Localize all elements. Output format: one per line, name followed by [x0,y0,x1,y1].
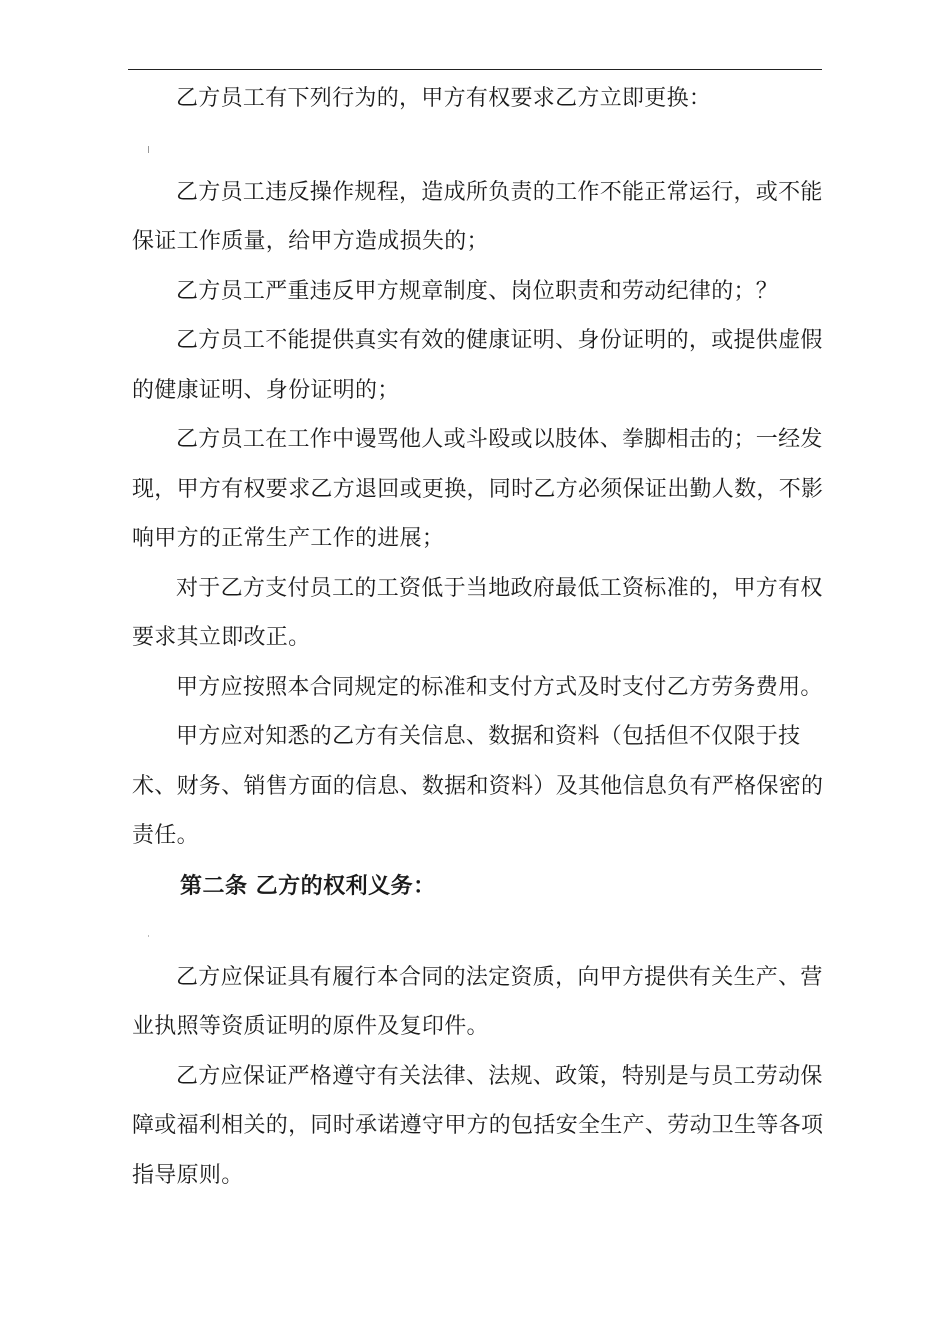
list-marker [132,124,828,168]
list-marker [132,913,828,953]
paragraph: 乙方员工不能提供真实有效的健康证明、身份证明的，或提供虚假的健康证明、身份证明的； [132,328,823,403]
paragraph: 乙方应保证具有履行本合同的法定资质，向甲方提供有关生产、营业执照等资质证明的原件及复印件。 [132,964,823,1039]
paragraph: 甲方应按照本合同规定的标准和支付方式及时支付乙方劳务费用。 [176,674,823,700]
paragraph: 乙方员工违反操作规程，造成所负责的工作不能正常运行，或不能保证工作质量，给甲方造成损失的； [132,179,823,254]
paragraph: 乙方应保证严格遵守有关法律、法规、政策，特别是与员工劳动保障或福利相关的，同时承诺遵守甲方的包括安全生产、劳动卫生等各项指导原则。 [132,1063,824,1188]
section-heading: 第二条 乙方的权利义务： [180,873,436,899]
document-body [132,74,828,1200]
header-rule [128,69,822,70]
paragraph: 甲方应对知悉的乙方有关信息、数据和资料（包括但不仅限于技术、财务、销售方面的信息、数据和资料）及其他信息负有严格保密的责任。 [132,724,824,848]
paragraph: 乙方员工严重违反甲方规章制度、岗位职责和劳动纪律的；？ [176,278,779,304]
paragraph: 乙方员工在工作中谩骂他人或斗殴或以肢体、拳脚相击的；一经发现，甲方有权要求乙方退回或更换，同时乙方必须保证出勤人数，不影响甲方的正常生产工作的进展； [132,427,824,551]
paragraph: 乙方员工有下列行为的，甲方有权要求乙方立即更换： [176,86,712,111]
paragraph: 对于乙方支付员工的工资低于当地政府最低工资标准的，甲方有权要求其立即改正。 [132,575,823,650]
